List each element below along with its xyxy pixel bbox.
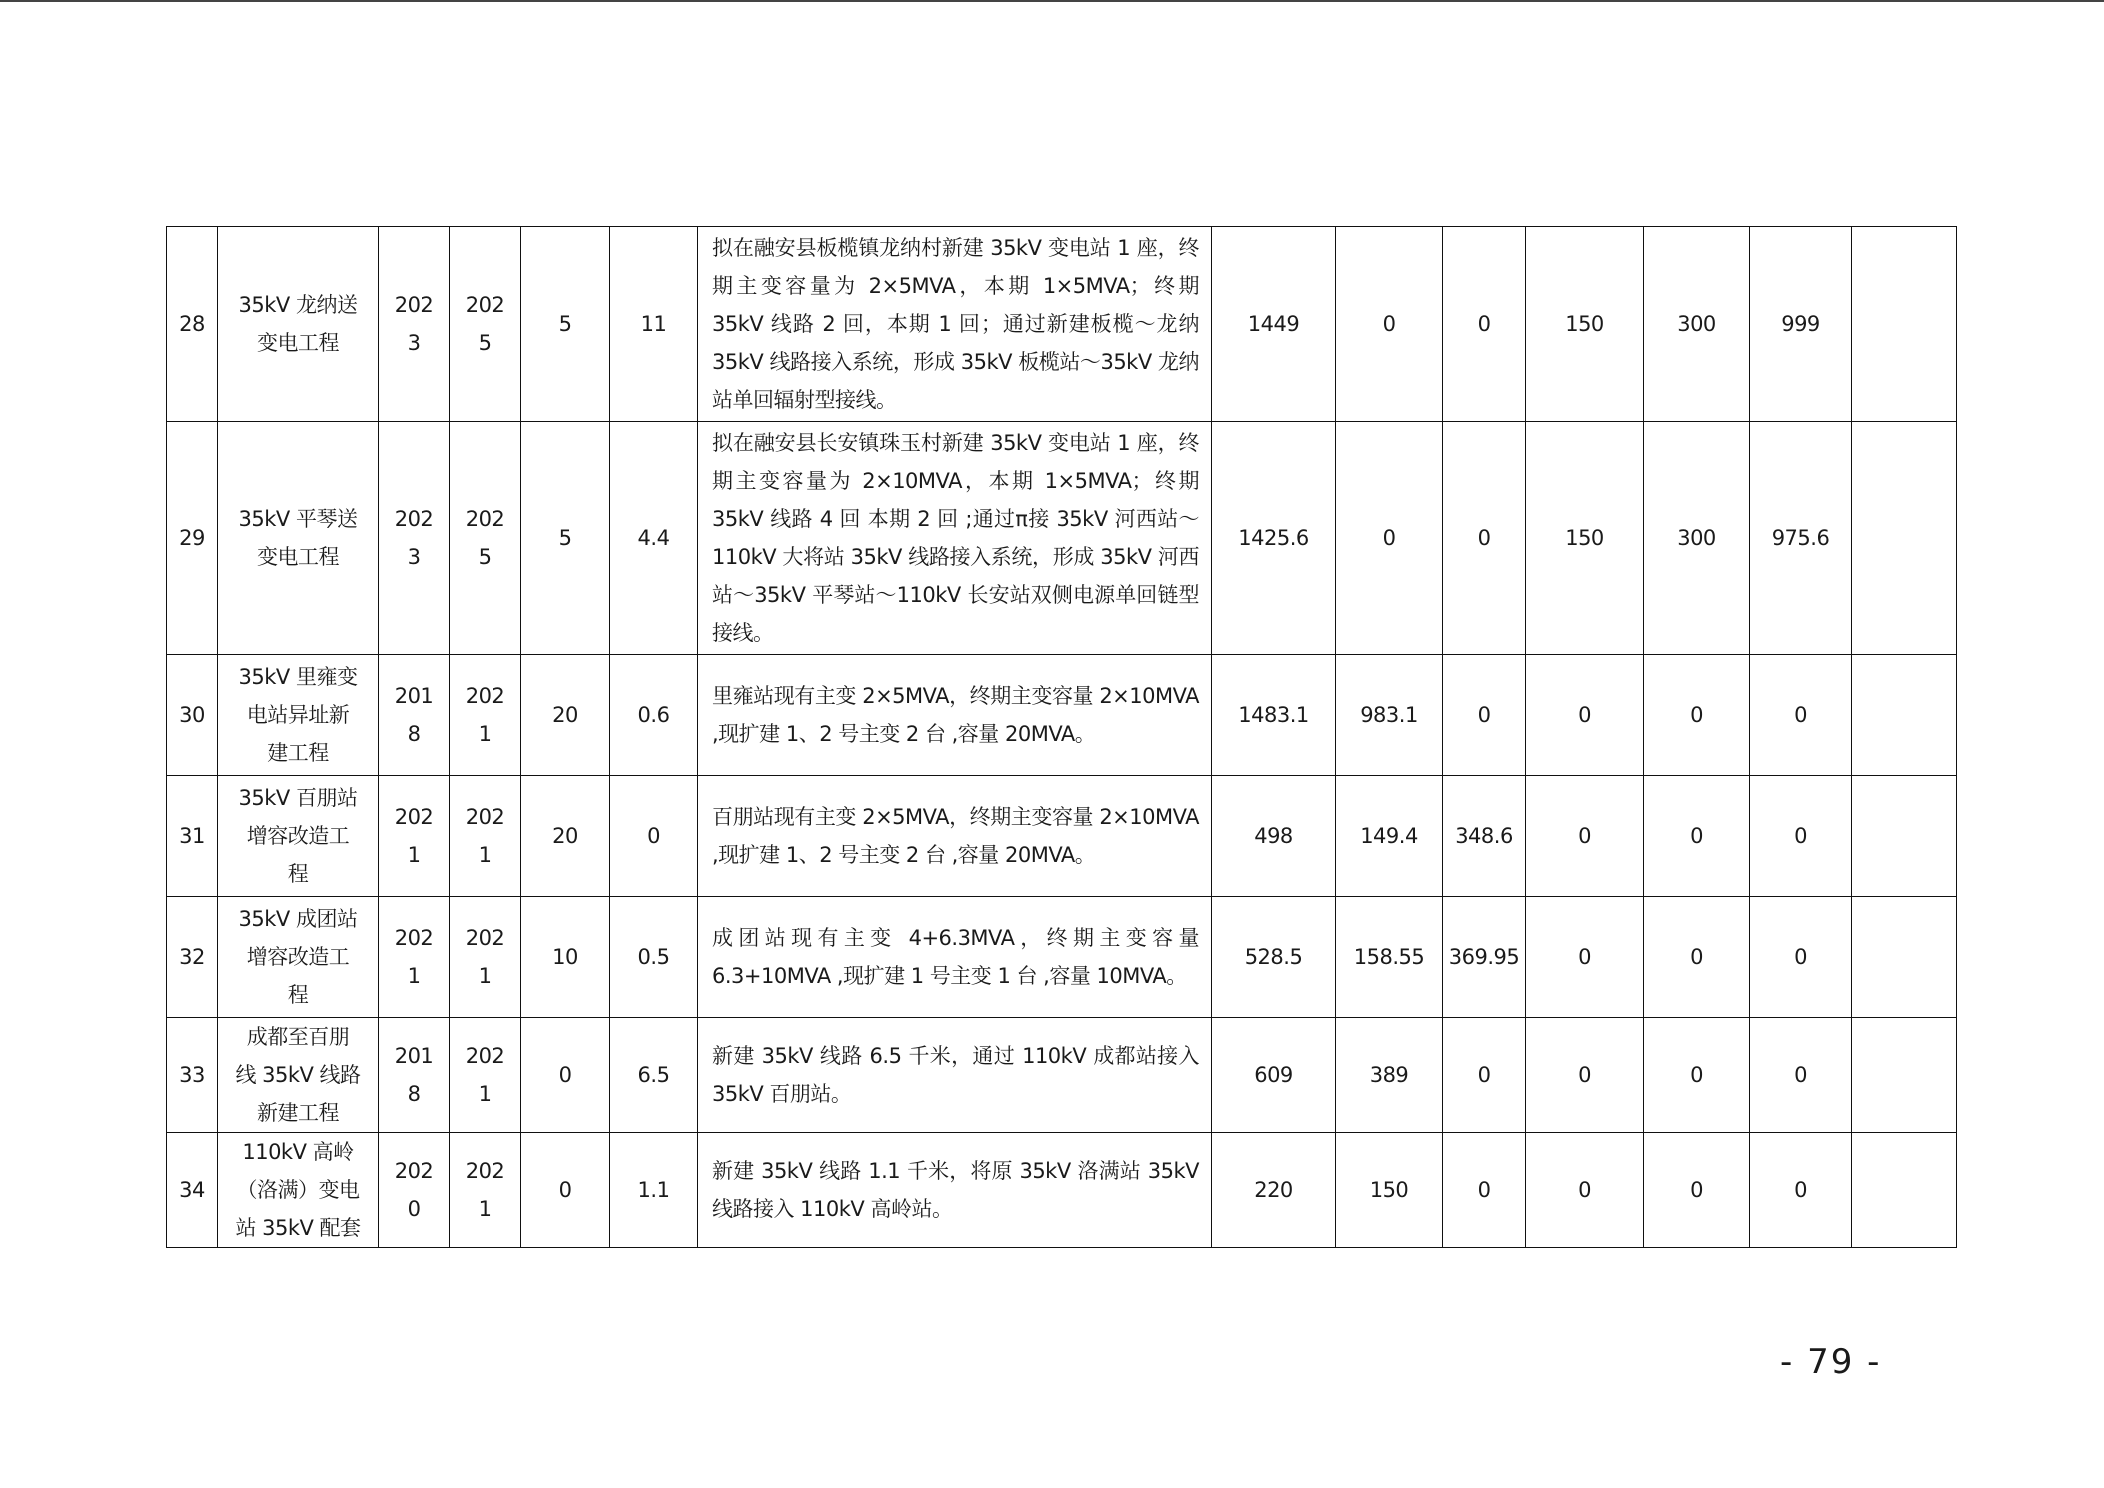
start-year-cell (379, 227, 450, 422)
investment-c5-cell: 0 (1750, 776, 1852, 897)
line-length-cell: 0.5 (610, 897, 698, 1018)
capacity-cell: 20 (521, 655, 610, 776)
capacity-cell: 0 (521, 1133, 610, 1248)
investment-c1-cell: 149.4 (1336, 776, 1443, 897)
project-name-line: 站 35kV 配套 (235, 1216, 361, 1240)
end-year-part: 1 (478, 1082, 492, 1106)
remarks-cell (1852, 776, 1957, 897)
remarks-cell (1852, 655, 1957, 776)
investment-c1-cell: 0 (1336, 227, 1443, 422)
start-year-part: 1 (407, 843, 421, 867)
row-number-cell: 31 (167, 776, 218, 897)
investment-c2-cell: 0 (1443, 1018, 1526, 1133)
end-year-cell (450, 227, 521, 422)
table-row (167, 1018, 1957, 1133)
investment-c3-cell: 0 (1526, 897, 1644, 1018)
total-investment-cell: 1483.1 (1212, 655, 1336, 776)
start-year-cell (379, 776, 450, 897)
remarks-cell (1852, 1018, 1957, 1133)
end-year-part: 5 (478, 545, 492, 569)
description-cell: 里雍站现有主变 2×5MVA，终期主变容量 2×10MVA ,现扩建 1、2 号主变 2 台 ,容量 20MVA。 (698, 655, 1212, 776)
investment-c2-cell: 0 (1443, 1133, 1526, 1248)
investment-c5-cell: 0 (1750, 655, 1852, 776)
total-investment-cell: 528.5 (1212, 897, 1336, 1018)
start-year-part: 3 (407, 331, 421, 355)
project-name-cell (218, 227, 379, 422)
remarks-cell (1852, 227, 1957, 422)
project-name-cell (218, 1133, 379, 1248)
end-year-part: 202 (465, 926, 505, 950)
end-year-cell (450, 422, 521, 655)
start-year-cell (379, 1133, 450, 1248)
investment-c4-cell: 300 (1644, 227, 1750, 422)
project-name-line: 35kV 龙纳送 (238, 293, 358, 317)
row-number-cell: 28 (167, 227, 218, 422)
end-year-part: 5 (478, 331, 492, 355)
investment-c3-cell: 150 (1526, 227, 1644, 422)
project-name-line: 35kV 成团站 (238, 907, 358, 931)
investment-c5-cell: 0 (1750, 897, 1852, 1018)
capacity-cell: 20 (521, 776, 610, 897)
line-length-cell: 6.5 (610, 1018, 698, 1133)
investment-c3-cell: 0 (1526, 776, 1644, 897)
investment-c5-cell: 975.6 (1750, 422, 1852, 655)
end-year-cell (450, 1133, 521, 1248)
project-name-line: 线 35kV 线路 (235, 1063, 361, 1087)
remarks-cell (1852, 422, 1957, 655)
line-length-cell: 11 (610, 227, 698, 422)
end-year-cell (450, 897, 521, 1018)
investment-c1-cell: 158.55 (1336, 897, 1443, 1018)
description-cell: 百朋站现有主变 2×5MVA，终期主变容量 2×10MVA ,现扩建 1、2 号主变 2 台 ,容量 20MVA。 (698, 776, 1212, 897)
start-year-cell (379, 897, 450, 1018)
project-name-line: （洛满）变电 (236, 1178, 360, 1202)
investment-c2-cell: 348.6 (1443, 776, 1526, 897)
project-name-line: 35kV 平琴送 (238, 507, 358, 531)
capacity-cell: 5 (521, 227, 610, 422)
investment-c5-cell: 999 (1750, 227, 1852, 422)
table-row (167, 655, 1957, 776)
project-name-line: 35kV 百朋站 (238, 786, 358, 810)
investment-c4-cell: 300 (1644, 422, 1750, 655)
row-number-cell: 32 (167, 897, 218, 1018)
start-year-part: 201 (394, 1044, 434, 1068)
project-name-cell (218, 422, 379, 655)
investment-c5-cell: 0 (1750, 1018, 1852, 1133)
total-investment-cell: 498 (1212, 776, 1336, 897)
start-year-part: 202 (394, 1159, 434, 1183)
remarks-cell (1852, 897, 1957, 1018)
investment-c2-cell: 0 (1443, 655, 1526, 776)
line-length-cell: 4.4 (610, 422, 698, 655)
project-name-line: 110kV 高岭 (242, 1140, 354, 1164)
table-row (167, 227, 1957, 422)
project-name-line: 新建工程 (257, 1101, 339, 1125)
start-year-part: 8 (407, 722, 421, 746)
row-number-cell: 33 (167, 1018, 218, 1133)
investment-c2-cell: 0 (1443, 422, 1526, 655)
investment-c1-cell: 0 (1336, 422, 1443, 655)
start-year-part: 202 (394, 926, 434, 950)
project-name-line: 变电工程 (257, 545, 339, 569)
description-cell: 新建 35kV 线路 6.5 千米，通过 110kV 成都站接入 35kV 百朋站。 (698, 1018, 1212, 1133)
investment-c3-cell: 0 (1526, 655, 1644, 776)
investment-c5-cell: 0 (1750, 1133, 1852, 1248)
start-year-part: 1 (407, 964, 421, 988)
start-year-part: 202 (394, 293, 434, 317)
description-cell: 拟在融安县长安镇珠玉村新建 35kV 变电站 1 座，终期主变容量为 2×10MVA，本期 1×5MVA；终期 35kV 线路 4 回 本期 2 回 ;通过π接 35kV 河西站～110kV 大将站 35kV 线路接入系统，形成 35kV 河西站～35kV 平琴站～110kV 长安站双侧电源单回链型接线。 (698, 422, 1212, 655)
total-investment-cell: 609 (1212, 1018, 1336, 1133)
table-row (167, 422, 1957, 655)
table-row (167, 897, 1957, 1018)
end-year-part: 202 (465, 507, 505, 531)
total-investment-cell: 220 (1212, 1133, 1336, 1248)
project-name-line: 增容改造工 (246, 945, 350, 969)
end-year-part: 202 (465, 805, 505, 829)
page-top-border (0, 0, 2104, 2)
description-cell: 拟在融安县板榄镇龙纳村新建 35kV 变电站 1 座，终期主变容量为 2×5MVA，本期 1×5MVA；终期 35kV 线路 2 回，本期 1 回；通过新建板榄～龙纳 35kV 线路接入系统，形成 35kV 板榄站～35kV 龙纳站单回辐射型接线。 (698, 227, 1212, 422)
end-year-cell (450, 1018, 521, 1133)
project-name-line: 程 (287, 862, 309, 886)
project-name-cell (218, 897, 379, 1018)
investment-c4-cell: 0 (1644, 655, 1750, 776)
total-investment-cell: 1425.6 (1212, 422, 1336, 655)
end-year-part: 202 (465, 684, 505, 708)
capacity-cell: 10 (521, 897, 610, 1018)
start-year-part: 3 (407, 545, 421, 569)
project-name-line: 变电工程 (257, 331, 339, 355)
project-name-cell (218, 1018, 379, 1133)
investment-c3-cell: 0 (1526, 1133, 1644, 1248)
end-year-part: 202 (465, 1044, 505, 1068)
project-name-line: 建工程 (267, 741, 329, 765)
end-year-part: 202 (465, 1159, 505, 1183)
line-length-cell: 0.6 (610, 655, 698, 776)
table-row (167, 776, 1957, 897)
row-number-cell: 30 (167, 655, 218, 776)
investment-c4-cell: 0 (1644, 1133, 1750, 1248)
investment-c4-cell: 0 (1644, 776, 1750, 897)
table-row (167, 1133, 1957, 1248)
end-year-cell (450, 655, 521, 776)
start-year-part: 202 (394, 507, 434, 531)
project-name-line: 程 (287, 983, 309, 1007)
end-year-part: 1 (478, 964, 492, 988)
line-length-cell: 0 (610, 776, 698, 897)
description-cell: 新建 35kV 线路 1.1 千米，将原 35kV 洛满站 35kV 线路接入 110kV 高岭站。 (698, 1133, 1212, 1248)
start-year-cell (379, 422, 450, 655)
row-number-cell: 34 (167, 1133, 218, 1248)
start-year-cell (379, 655, 450, 776)
end-year-part: 1 (478, 843, 492, 867)
project-table (166, 226, 1957, 1248)
total-investment-cell: 1449 (1212, 227, 1336, 422)
line-length-cell: 1.1 (610, 1133, 698, 1248)
description-cell: 成团站现有主变 4+6.3MVA，终期主变容量 6.3+10MVA ,现扩建 1 号主变 1 台 ,容量 10MVA。 (698, 897, 1212, 1018)
end-year-part: 1 (478, 1197, 492, 1221)
project-name-line: 35kV 里雍变 (238, 665, 358, 689)
end-year-part: 1 (478, 722, 492, 746)
row-number-cell: 29 (167, 422, 218, 655)
investment-c3-cell: 150 (1526, 422, 1644, 655)
project-name-cell (218, 655, 379, 776)
investment-c4-cell: 0 (1644, 1018, 1750, 1133)
page-number: - 79 - (1780, 1342, 1882, 1382)
start-year-part: 8 (407, 1082, 421, 1106)
project-name-line: 成都至百朋 (246, 1025, 350, 1049)
investment-c3-cell: 0 (1526, 1018, 1644, 1133)
capacity-cell: 5 (521, 422, 610, 655)
start-year-part: 0 (407, 1197, 421, 1221)
investment-c1-cell: 150 (1336, 1133, 1443, 1248)
investment-c1-cell: 983.1 (1336, 655, 1443, 776)
project-name-line: 电站异址新 (246, 703, 350, 727)
project-name-cell (218, 776, 379, 897)
end-year-cell (450, 776, 521, 897)
start-year-cell (379, 1018, 450, 1133)
capacity-cell: 0 (521, 1018, 610, 1133)
start-year-part: 201 (394, 684, 434, 708)
remarks-cell (1852, 1133, 1957, 1248)
start-year-part: 202 (394, 805, 434, 829)
investment-c4-cell: 0 (1644, 897, 1750, 1018)
investment-c2-cell: 0 (1443, 227, 1526, 422)
investment-c2-cell: 369.95 (1443, 897, 1526, 1018)
project-name-line: 增容改造工 (246, 824, 350, 848)
investment-c1-cell: 389 (1336, 1018, 1443, 1133)
end-year-part: 202 (465, 293, 505, 317)
